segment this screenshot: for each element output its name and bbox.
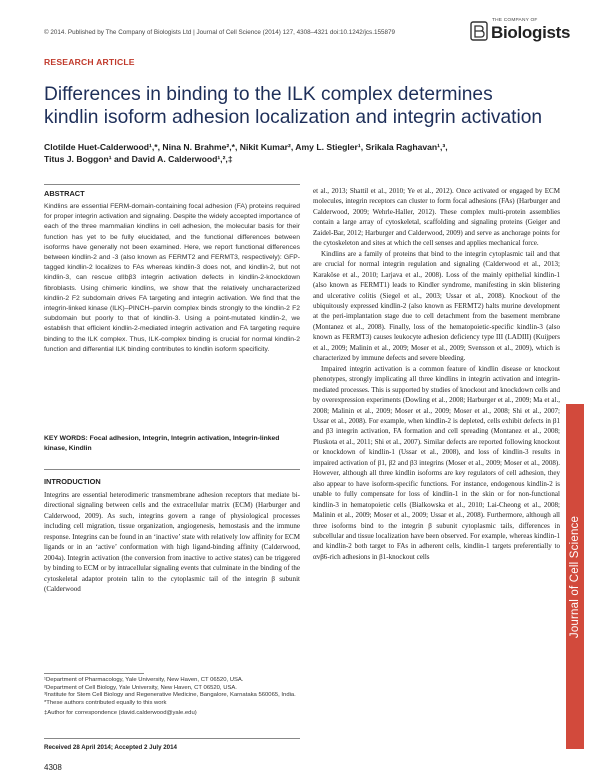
equal-contribution-note: *These authors contributed equally to this work	[44, 699, 167, 706]
right-column	[313, 186, 560, 562]
abstract-text: Kindlins are essential FERM-domain-containing focal adhesion (FA) proteins required for proper integrin activation and signaling. Despite the widely accepted importance of each of the three mammalian kindlins in cell adhesion, the molecular basis for their function has yet to be fully elucidated, and the functional differences between isoforms have generally not been examined. Here, we report functional differences between kindlin-2 and -3 (also known as FERMT2 and FERMT3, respectively): GFP-tagged kindlin-2 localizes to FAs whereas kindlin-3 does not, and kindlin-2, but not kindlin-3, can rescue αIIbβ3 integrin activation defects in kindlin-2-knockdown fibroblasts. Using chimeric kindlins, we show that the relatively uncharacterized kindlin-2 F2 subdomain drives FA targeting and integrin activation. We find that the integrin-linked kinase (ILK)–PINCH–parvin complex binds strongly to the kindlin-2 F2 subdomain but poorly to that of kindlin-3. Using a point-mutated kindlin-2, we establish that efficient kindlin-2-mediated integrin activation and FA targeting require binding to the ILK complex. Thus, ILK-complex binding is crucial for normal kindlin-2 function and differential ILK binding contributes to kindlin isoform specificity.	[44, 203, 300, 353]
page-number: 4308	[44, 763, 62, 772]
keywords: KEY WORDS: Focal adhesion, Integrin, Integrin activation, Integrin-linked kinase, Kindlin	[44, 435, 280, 453]
logo-small-text: THE COMPANY OF	[492, 18, 538, 23]
correspondence-note: ‡Author for correspondence (david.calderwood@yale.edu)	[44, 710, 197, 717]
copyright-line: © 2014. Published by The Company of Biologists Ltd | Journal of Cell Science (2014) 127, 4308–4321 doi:10.1242/jcs.155879	[44, 29, 395, 36]
body-paragraph-1: et al., 2013; Shattil et al., 2010; Ye et al., 2012). Once activated or engaged by ECM molecules, integrin receptors can cluster to form focal adhesions (FAs) (Harburger and Calderwood, 2009; Wehrle-Haller, 2012). These complex multi-protein assemblies contain a large array of cytoskeletal, scaffolding and signaling proteins (Geiger and Zaidel-Bar, 2012; Harburger and Calderwood, 2009) and serve as anchorage points for the cytoskeleton and sites at which the cell senses and applies mechanical force.	[313, 187, 560, 248]
footnote-rule	[44, 673, 144, 674]
keywords-bottom-rule	[44, 469, 300, 470]
journal-sidebar	[566, 404, 584, 749]
publisher-logo	[470, 18, 582, 48]
abstract-heading: ABSTRACT	[44, 189, 85, 198]
affiliation-1: ¹Department of Pharmacology, Yale University, New Haven, CT 06520, USA.	[44, 677, 244, 683]
article-title: Differences in binding to the ILK complex determines kindlin isoform adhesion localization and integrin activation	[44, 84, 543, 128]
logo-big-text: Biologists	[491, 23, 571, 42]
affiliation-2: ²Department of Cell Biology, Yale University, New Haven, CT 06520, USA.	[44, 684, 237, 691]
article-type: RESEARCH ARTICLE	[44, 57, 135, 67]
abstract-top-rule	[44, 184, 300, 185]
introduction-text: Integrins are essential heterodimeric transmembrane adhesion receptors that mediate bi-directional signaling between cells and the extracellular matrix (ECM) (Harburger and Calderwood, 2009). As such, integrins govern a range of physiological processes including cell migration, tissue organization, angiogenesis, hemostasis and the immune response. Integrins can be found in an ‘inactive’ state with relatively low affinity for ECM ligands or in an ‘active’ conformation with high ligand-binding affinity (Calderwood, 2004a). Integrin activation (the conversion from inactive to active states) can be triggered by binding to ECM or by intracellular signaling events that culminate in the binding of the cytoskeletal adaptor protein talin to the cytoplasmic tail of the integrin β subunit (Calderwood	[44, 491, 300, 594]
author-list	[44, 141, 564, 165]
received-dates: Received 28 April 2014; Accepted 2 July 2014	[44, 744, 177, 751]
affiliation-3: ³Institute for Stem Cell Biology and Regenerative Medicine, Bangalore, Karnataka 560065, India.	[44, 692, 296, 699]
footnotes	[44, 677, 300, 718]
authors-line-1: Clotilde Huet-Calderwood¹,*, Nina N. Brahme²,*, Nikit Kumar², Amy L. Stiegler¹, Srikala Raghavan¹,³,	[44, 142, 448, 152]
body-paragraph-3: Impaired integrin activation is a common feature of kindlin disease or knockout phenotypes, strongly implicating all three kindlins in integrin activation and integrin-mediated processes. This is supported by studies of knockout and knockdown cells and by overexpression experiments (Dowling et al., 2008; Harburger et al., 2009; Ma et al., 2008; Malinin et al., 2009; Moser et al., 2009; Moser et al., 2008; Shi et al., 2007; Ussar et al., 2008). For example, when kindlin-2 is depleted, cells exhibit defects in β1 and β3 integrin activation, FA formation and cell spreading (Montanez et al., 2008; Pluskota et al., 2011; Shi et al., 2007). Similar defects are reported following knockout or knockdown of kindlin-1 (Ussar et al., 2008), and loss of kindlin-3 results in impaired activation of β1, β2 and β3 integrins (Moser et al., 2009; Moser et al., 2008). However, although all three kindlin isoforms are key regulators of cell adhesion, they also appear to have isoform-specific functions. For instance, endogenous kindlin-2 is unable to fully compensate for loss of kindlin-1 in the skin or for non-functional kindlin-3 in hematopoietic cells (Bialkowska et al., 2010; Lai-Cheong et al., 2008; Malinin et al., 2009; Moser et al., 2009; Ussar et al., 2008). Furthermore, although all three isoforms bind to the integrin β subunit cytoplasmic tails, differences in subcellular and tissue localization have been observed. For example, whereas kindlin-1 and kindlin-2 both target to FAs in adherent cells, kindlin-1 targets preferentially to αvβ6-rich adhesions in β1-knockout cells	[313, 364, 560, 561]
biologists-logo-icon	[470, 21, 488, 41]
journal-sidebar-label: Journal of Cell Science	[569, 515, 581, 638]
body-paragraph-2: Kindlins are a family of proteins that bind to the integrin cytoplasmic tail and that are crucial for normal integrin regulation and signaling (Calderwood et al., 2013; Karaköse et al., 2010; Larjava et al., 2008). Loss of the mainly epithelial kindlin-1 (also known as FERMT1) leads to Kindler syndrome, manifesting in skin blistering and ulcerative colitis (Siegel et al., 2003; Ussar et al., 2008). Knockout of the ubiquitously expressed kindlin-2 (also known as FERMT2) halts murine development at the peri-implantation stage due to cell detachment from the basement membrane (Montanez et al., 2008). Finally, loss of the hematopoietic-specific kindlin-3 (also known as FERMT3) causes leukocyte adhesion deficiency type III (LADIII) (Kuijpers et al., 2009; Malinin et al., 2009; Moser et al., 2009; Svensson et al., 2009), which is characterized by immune defects and severe bleeding.	[313, 249, 560, 363]
received-rule	[44, 738, 300, 739]
authors-line-2: Titus J. Boggon¹ and David A. Calderwood¹,²,‡	[44, 154, 233, 164]
introduction-heading: INTRODUCTION	[44, 477, 101, 486]
